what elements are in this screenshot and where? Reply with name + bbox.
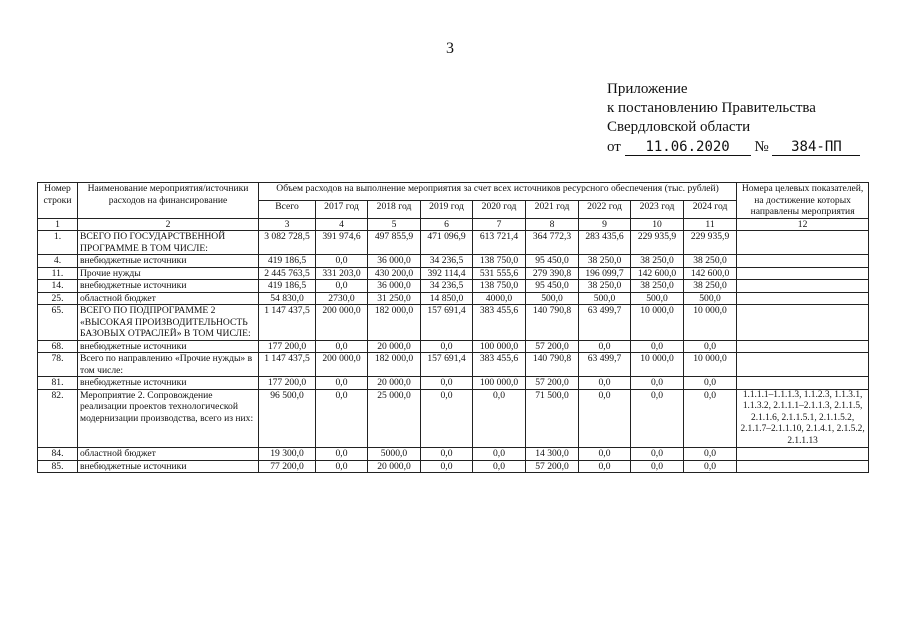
value-2024: 38 250,0 <box>684 255 737 268</box>
value-2022: 63 499,7 <box>579 305 631 341</box>
header-year-2020: 2020 год <box>473 200 526 218</box>
value-2024: 0,0 <box>684 448 737 461</box>
value-2022: 0,0 <box>579 377 631 390</box>
table-row <box>38 255 869 268</box>
resolution-date: 11.06.2020 <box>625 140 751 156</box>
value-2024: 0,0 <box>684 460 737 473</box>
table-row <box>38 377 869 390</box>
value-2021: 364 772,3 <box>526 231 579 255</box>
target-indicators <box>737 340 869 353</box>
value-2023: 10 000,0 <box>631 305 684 341</box>
value-2018: 182 000,0 <box>368 353 421 377</box>
column-number: 6 <box>421 218 473 231</box>
row-name: ВСЕГО ПО ГОСУДАРСТВЕННОЙ ПРОГРАММЕ В ТОМ ЧИСЛЕ: <box>78 231 259 255</box>
value-2021: 57 200,0 <box>526 460 579 473</box>
value-2019: 392 114,4 <box>421 267 473 280</box>
value-2022: 0,0 <box>579 389 631 448</box>
row-name: внебюджетные источники <box>78 340 259 353</box>
row-name: Прочие нужды <box>78 267 259 280</box>
expenses-table <box>37 182 869 473</box>
column-number: 7 <box>473 218 526 231</box>
value-total: 19 300,0 <box>259 448 316 461</box>
value-total: 177 200,0 <box>259 340 316 353</box>
value-2019: 34 236,5 <box>421 280 473 293</box>
value-2021: 71 500,0 <box>526 389 579 448</box>
table-header-row <box>38 183 869 201</box>
row-number: 4. <box>38 255 78 268</box>
row-name: внебюджетные источники <box>78 280 259 293</box>
value-2020: 4000,0 <box>473 292 526 305</box>
value-2017: 0,0 <box>316 377 368 390</box>
value-2019: 0,0 <box>421 460 473 473</box>
value-2022: 0,0 <box>579 448 631 461</box>
row-number: 85. <box>38 460 78 473</box>
column-number: 5 <box>368 218 421 231</box>
value-total: 96 500,0 <box>259 389 316 448</box>
value-2018: 36 000,0 <box>368 255 421 268</box>
value-2023: 500,0 <box>631 292 684 305</box>
row-number: 65. <box>38 305 78 341</box>
value-2024: 0,0 <box>684 377 737 390</box>
value-2017: 0,0 <box>316 280 368 293</box>
value-2019: 0,0 <box>421 448 473 461</box>
value-2018: 31 250,0 <box>368 292 421 305</box>
row-number: 78. <box>38 353 78 377</box>
value-total: 3 082 728,5 <box>259 231 316 255</box>
value-2021: 57 200,0 <box>526 377 579 390</box>
target-indicators <box>737 231 869 255</box>
value-2018: 36 000,0 <box>368 280 421 293</box>
value-2017: 331 203,0 <box>316 267 368 280</box>
from-label: от <box>607 139 621 155</box>
target-indicators <box>737 377 869 390</box>
target-indicators <box>737 255 869 268</box>
value-2021: 140 790,8 <box>526 353 579 377</box>
value-2020: 100 000,0 <box>473 377 526 390</box>
target-indicators <box>737 448 869 461</box>
table-row <box>38 292 869 305</box>
row-number: 25. <box>38 292 78 305</box>
value-total: 2 445 763,5 <box>259 267 316 280</box>
target-indicators: 1.1.1.1–1.1.1.3, 1.1.2.3, 1.1.3.1, 1.1.3.2, 2.1.1.1–2.1.1.3, 2.1.1.5, 2.1.1.6, 2.1.1.5.1, 2.1.1.5.2, 2.1.1.7–2.1.1.10, 2.1.4.1, 2.1.5.2, 2.1.1.13 <box>737 389 869 448</box>
value-2022: 63 499,7 <box>579 353 631 377</box>
value-2021: 140 790,8 <box>526 305 579 341</box>
column-number: 12 <box>737 218 869 231</box>
row-name: внебюджетные источники <box>78 255 259 268</box>
value-2019: 0,0 <box>421 389 473 448</box>
table-row <box>38 460 869 473</box>
row-number: 14. <box>38 280 78 293</box>
header-year-2017: 2017 год <box>316 200 368 218</box>
value-2020: 613 721,4 <box>473 231 526 255</box>
value-total: 1 147 437,5 <box>259 353 316 377</box>
column-number: 1 <box>38 218 78 231</box>
value-2020: 0,0 <box>473 389 526 448</box>
header-year-2022: 2022 год <box>579 200 631 218</box>
value-2021: 57 200,0 <box>526 340 579 353</box>
table-row <box>38 280 869 293</box>
value-2022: 196 099,7 <box>579 267 631 280</box>
value-2020: 0,0 <box>473 448 526 461</box>
value-2020: 383 455,6 <box>473 305 526 341</box>
column-number: 2 <box>78 218 259 231</box>
value-2022: 0,0 <box>579 460 631 473</box>
row-number: 82. <box>38 389 78 448</box>
value-2018: 20 000,0 <box>368 460 421 473</box>
header-year-2021: 2021 год <box>526 200 579 218</box>
column-number: 9 <box>579 218 631 231</box>
header-targets: Номера целевых показателей, на достижение которых направлены мероприятия <box>737 183 869 219</box>
value-2024: 0,0 <box>684 340 737 353</box>
resolution-number: 384-ПП <box>772 140 860 156</box>
row-number: 11. <box>38 267 78 280</box>
value-2022: 38 250,0 <box>579 255 631 268</box>
target-indicators <box>737 292 869 305</box>
page-number: 3 <box>446 40 454 57</box>
row-name: внебюджетные источники <box>78 377 259 390</box>
value-total: 54 830,0 <box>259 292 316 305</box>
row-name: областной бюджет <box>78 292 259 305</box>
table-row <box>38 353 869 377</box>
value-2018: 182 000,0 <box>368 305 421 341</box>
value-total: 419 186,5 <box>259 255 316 268</box>
value-2021: 500,0 <box>526 292 579 305</box>
value-2019: 157 691,4 <box>421 305 473 341</box>
value-2023: 0,0 <box>631 377 684 390</box>
value-2019: 34 236,5 <box>421 255 473 268</box>
value-2020: 138 750,0 <box>473 255 526 268</box>
value-2017: 0,0 <box>316 389 368 448</box>
header-expenses: Объем расходов на выполнение мероприятия за счет всех источников ресурсного обеспечения (тыс. рублей) <box>259 183 737 201</box>
target-indicators <box>737 353 869 377</box>
value-2019: 0,0 <box>421 377 473 390</box>
value-2020: 383 455,6 <box>473 353 526 377</box>
value-2018: 5000,0 <box>368 448 421 461</box>
header-year-2019: 2019 год <box>421 200 473 218</box>
value-2017: 0,0 <box>316 255 368 268</box>
value-2020: 0,0 <box>473 460 526 473</box>
row-number: 84. <box>38 448 78 461</box>
target-indicators <box>737 305 869 341</box>
value-2019: 157 691,4 <box>421 353 473 377</box>
value-2017: 200 000,0 <box>316 305 368 341</box>
value-2023: 142 600,0 <box>631 267 684 280</box>
row-number: 1. <box>38 231 78 255</box>
value-2021: 279 390,8 <box>526 267 579 280</box>
header-name: Наименование мероприятия/источники расходов на финансирование <box>78 183 259 219</box>
table-row <box>38 305 869 341</box>
value-2017: 0,0 <box>316 460 368 473</box>
value-2022: 500,0 <box>579 292 631 305</box>
row-name: Всего по направлению «Прочие нужды» в том числе: <box>78 353 259 377</box>
value-2018: 25 000,0 <box>368 389 421 448</box>
value-2021: 95 450,0 <box>526 280 579 293</box>
column-numbers-row <box>38 218 869 231</box>
value-2024: 0,0 <box>684 389 737 448</box>
target-indicators <box>737 280 869 293</box>
target-indicators <box>737 460 869 473</box>
column-number: 10 <box>631 218 684 231</box>
column-number: 4 <box>316 218 368 231</box>
value-2020: 100 000,0 <box>473 340 526 353</box>
value-2023: 0,0 <box>631 389 684 448</box>
table-row <box>38 340 869 353</box>
value-2018: 20 000,0 <box>368 340 421 353</box>
value-2024: 38 250,0 <box>684 280 737 293</box>
value-2024: 229 935,9 <box>684 231 737 255</box>
header-total: Всего <box>259 200 316 218</box>
header-line-2: к постановлению Правительства <box>607 100 816 116</box>
value-2017: 200 000,0 <box>316 353 368 377</box>
value-2018: 430 200,0 <box>368 267 421 280</box>
table-row <box>38 231 869 255</box>
value-2017: 0,0 <box>316 340 368 353</box>
value-2017: 0,0 <box>316 448 368 461</box>
value-2018: 20 000,0 <box>368 377 421 390</box>
row-name: Мероприятие 2. Сопровождение реализации проектов технологической модернизации производства, всего из них: <box>78 389 259 448</box>
value-2022: 283 435,6 <box>579 231 631 255</box>
value-2020: 138 750,0 <box>473 280 526 293</box>
value-2017: 2730,0 <box>316 292 368 305</box>
header-year-2018: 2018 год <box>368 200 421 218</box>
value-total: 177 200,0 <box>259 377 316 390</box>
value-2021: 95 450,0 <box>526 255 579 268</box>
resolution-signature <box>607 138 860 157</box>
column-number: 11 <box>684 218 737 231</box>
value-2024: 10 000,0 <box>684 353 737 377</box>
value-2023: 0,0 <box>631 340 684 353</box>
column-number: 3 <box>259 218 316 231</box>
header-year-2023: 2023 год <box>631 200 684 218</box>
value-2023: 38 250,0 <box>631 255 684 268</box>
row-number: 68. <box>38 340 78 353</box>
value-2017: 391 974,6 <box>316 231 368 255</box>
value-2019: 14 850,0 <box>421 292 473 305</box>
value-2023: 38 250,0 <box>631 280 684 293</box>
header-year-2024: 2024 год <box>684 200 737 218</box>
value-2019: 0,0 <box>421 340 473 353</box>
value-2018: 497 855,9 <box>368 231 421 255</box>
value-total: 77 200,0 <box>259 460 316 473</box>
value-2023: 0,0 <box>631 448 684 461</box>
value-2019: 471 096,9 <box>421 231 473 255</box>
header-line-1: Приложение <box>607 81 688 97</box>
row-name: областной бюджет <box>78 448 259 461</box>
document-header <box>607 80 860 157</box>
value-2024: 10 000,0 <box>684 305 737 341</box>
column-number: 8 <box>526 218 579 231</box>
header-row-num: Номер строки <box>38 183 78 219</box>
target-indicators <box>737 267 869 280</box>
value-2023: 0,0 <box>631 460 684 473</box>
table-row <box>38 389 869 448</box>
value-2020: 531 555,6 <box>473 267 526 280</box>
row-name: внебюджетные источники <box>78 460 259 473</box>
row-name: ВСЕГО ПО ПОДПРОГРАММЕ 2 «ВЫСОКАЯ ПРОИЗВОДИТЕЛЬНОСТЬ БАЗОВЫХ ОТРАСЛЕЙ» В ТОМ ЧИСЛЕ: <box>78 305 259 341</box>
value-2021: 14 300,0 <box>526 448 579 461</box>
table-row <box>38 448 869 461</box>
header-line-3: Свердловской области <box>607 119 751 135</box>
value-2023: 229 935,9 <box>631 231 684 255</box>
value-total: 419 186,5 <box>259 280 316 293</box>
value-2022: 38 250,0 <box>579 280 631 293</box>
table-row <box>38 267 869 280</box>
value-2022: 0,0 <box>579 340 631 353</box>
number-label: № <box>754 139 769 155</box>
value-2024: 500,0 <box>684 292 737 305</box>
value-2023: 10 000,0 <box>631 353 684 377</box>
value-2024: 142 600,0 <box>684 267 737 280</box>
row-number: 81. <box>38 377 78 390</box>
value-total: 1 147 437,5 <box>259 305 316 341</box>
